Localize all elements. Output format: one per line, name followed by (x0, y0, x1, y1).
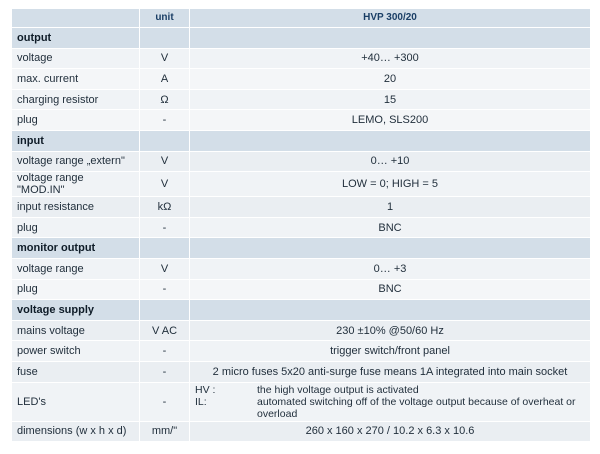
row-label: mains voltage (12, 320, 140, 341)
row-label: voltage range "MOD.IN" (12, 172, 140, 197)
table-row-max-current (12, 69, 591, 90)
row-value: LOW = 0; HIGH = 5 (190, 172, 591, 197)
row-label: plug (12, 110, 140, 131)
section-supply-title: voltage supply (12, 300, 140, 321)
specification-table (11, 8, 591, 442)
table-row-voltage-range-modin (12, 172, 591, 197)
row-value: 230 ±10% @50/60 Hz (190, 320, 591, 341)
row-value: LEMO, SLS200 (190, 110, 591, 131)
table-row-plug-monitor (12, 279, 591, 300)
table-row-plug-output (12, 110, 591, 131)
led-il-key: IL: (195, 395, 207, 408)
row-unit: - (140, 279, 190, 300)
section-output (12, 28, 591, 49)
led-legend (195, 384, 585, 420)
row-unit: - (140, 361, 190, 382)
table-header-row (12, 9, 591, 28)
table-row-input-resistance (12, 197, 591, 218)
row-unit: kΩ (140, 197, 190, 218)
row-value: BNC (190, 279, 591, 300)
row-unit: V AC (140, 320, 190, 341)
led-hv-key: HV : (195, 383, 216, 396)
table-row-monitor-voltage-range (12, 258, 591, 279)
section-input (12, 130, 591, 151)
row-label: voltage (12, 48, 140, 69)
led-il-text: automated switching off of the voltage output because of overheat or overload (257, 395, 576, 420)
row-value: 0… +3 (190, 258, 591, 279)
row-label: plug (12, 217, 140, 238)
row-value: 1 (190, 197, 591, 218)
section-monitor-title: monitor output (12, 238, 140, 259)
row-label: input resistance (12, 197, 140, 218)
row-value: 0… +10 (190, 151, 591, 172)
table-row-power-switch (12, 341, 591, 362)
row-value: 260 x 160 x 270 / 10.2 x 6.3 x 10.6 (190, 421, 591, 442)
row-value: +40… +300 (190, 48, 591, 69)
section-output-title: output (12, 28, 140, 49)
table-row-leds (12, 382, 591, 421)
table-row-plug-input (12, 217, 591, 238)
row-value: 2 micro fuses 5x20 anti-surge fuse means 1A integrated into main socket (190, 361, 591, 382)
table-row-fuse (12, 361, 591, 382)
row-value: trigger switch/front panel (190, 341, 591, 362)
header-blank-cell (12, 9, 140, 28)
row-unit: A (140, 69, 190, 90)
row-label: power switch (12, 341, 140, 362)
table-row-voltage-range-extern (12, 151, 591, 172)
row-unit: V (140, 172, 190, 197)
led-hv-text: the high voltage output is activated (257, 383, 419, 396)
row-unit: - (140, 110, 190, 131)
row-label: voltage range „extern" (12, 151, 140, 172)
row-value: 15 (190, 89, 591, 110)
row-unit: V (140, 48, 190, 69)
table-row-mains-voltage (12, 320, 591, 341)
table-row-voltage (12, 48, 591, 69)
row-unit: V (140, 258, 190, 279)
row-label: fuse (12, 361, 140, 382)
row-value-leds (190, 382, 591, 421)
row-label: LED's (12, 382, 140, 421)
row-label: voltage range (12, 258, 140, 279)
row-unit: mm/" (140, 421, 190, 442)
row-unit: - (140, 217, 190, 238)
row-label: plug (12, 279, 140, 300)
row-value: BNC (190, 217, 591, 238)
section-voltage-supply (12, 300, 591, 321)
row-label: dimensions (w x h x d) (12, 421, 140, 442)
row-unit: - (140, 341, 190, 362)
spec-table-container (11, 8, 590, 442)
row-unit: Ω (140, 89, 190, 110)
section-input-title: input (12, 130, 140, 151)
header-unit: unit (140, 9, 190, 28)
row-label: max. current (12, 69, 140, 90)
header-model: HVP 300/20 (190, 9, 591, 28)
row-unit: V (140, 151, 190, 172)
table-row-charging-resistor (12, 89, 591, 110)
row-unit: - (140, 382, 190, 421)
section-monitor-output (12, 238, 591, 259)
row-value: 20 (190, 69, 591, 90)
table-row-dimensions (12, 421, 591, 442)
row-label: charging resistor (12, 89, 140, 110)
